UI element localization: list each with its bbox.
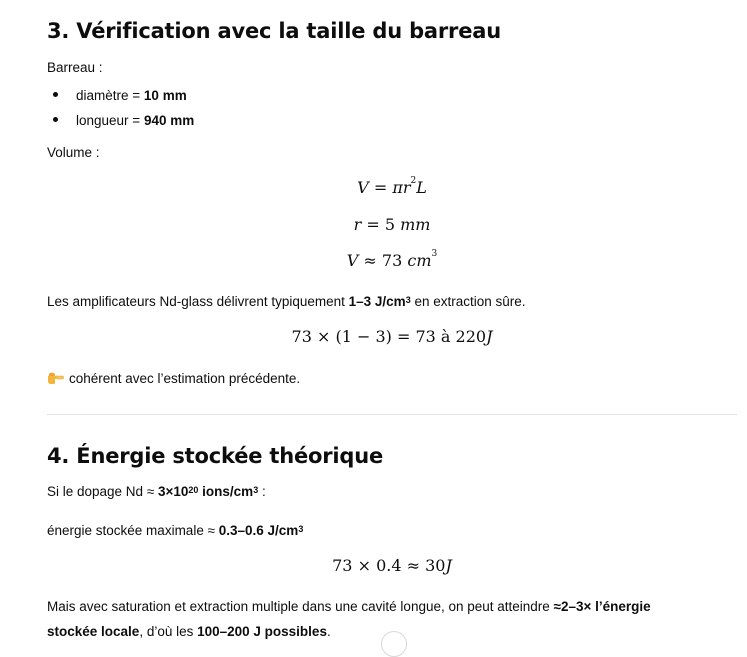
list-item: diamètre = 10 mm xyxy=(47,86,187,106)
equation-radius: r = 5 mm xyxy=(353,215,431,234)
bullet-dot xyxy=(53,117,58,122)
amplifier-sentence: Les amplificateurs Nd-glass délivrent typiquement 1–3 $J/cm^3$ en extraction sûre. xyxy=(47,294,526,309)
bullet-dot xyxy=(53,92,58,97)
energie-max-sentence: énergie stockée maximale ≈ 0.3–0.6 $J/cm^3$ xyxy=(47,523,304,538)
equation-volume-value: V ≈ 73 $cm^3$ xyxy=(346,249,438,270)
barreau-label: Barreau : xyxy=(47,60,103,75)
list-item: longueur = 940 mm xyxy=(47,111,194,131)
coherent-note: cohérent avec l’estimation précédente. xyxy=(47,368,300,389)
section-3-heading: 3. Vérification avec la taille du barreau xyxy=(47,19,501,43)
section-divider xyxy=(47,414,737,415)
dopage-sentence: Si le dopage $Nd \approx 3\times 10^{20}$ ions/$cm^3$ : xyxy=(47,484,266,499)
final-sentence-line-2: stockée locale, d’où les 100–200 J possibles. xyxy=(47,624,331,639)
final-sentence-line-1: Mais avec saturation et extraction multiple dans une cavité longue, on peut atteindre ≈2–3× l’énergie xyxy=(47,599,651,614)
volume-label: Volume : xyxy=(47,145,100,160)
equation-stored-energy: 73 × 0.4 ≈ 30J xyxy=(332,556,452,575)
scroll-down-button[interactable] xyxy=(381,631,407,657)
pointing-hand-icon xyxy=(47,370,64,385)
section-4-heading: 4. Énergie stockée théorique xyxy=(47,444,384,468)
equation-volume-formula: $V = \pi r^2L$ xyxy=(357,176,427,197)
equation-energy-range: 73 × (1 − 3) = 73 à 220J xyxy=(291,327,493,346)
